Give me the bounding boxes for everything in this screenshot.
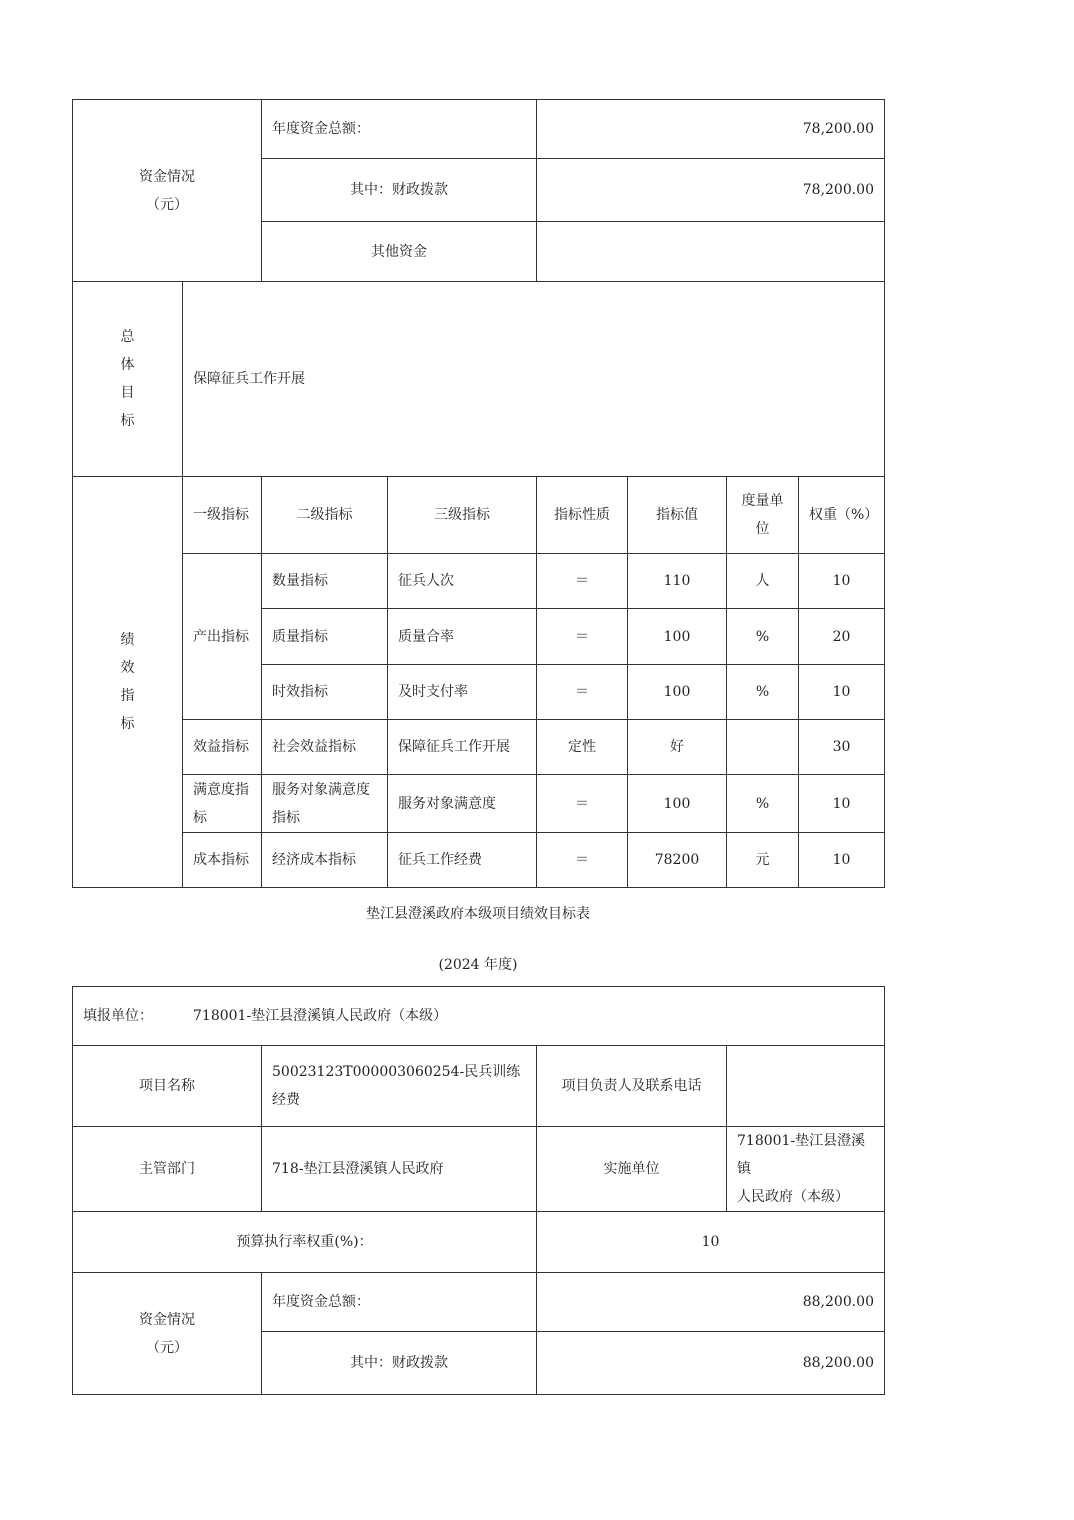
- header-level2: 二级指标: [262, 477, 388, 554]
- annual-total-value: 88,200.00: [537, 1273, 885, 1332]
- weight-cell: 30: [799, 720, 885, 775]
- nature-cell: ＝: [537, 775, 628, 833]
- overall-goal-text: 保障征兵工作开展: [183, 282, 885, 477]
- annual-total-label: 年度资金总额：: [262, 1273, 537, 1332]
- unit-cell: %: [727, 609, 799, 665]
- weight-cell: 10: [799, 775, 885, 833]
- unit-cell: %: [727, 665, 799, 720]
- filing-unit-value: 718001-垫江县澄溪镇人民政府（本级）: [193, 1008, 448, 1024]
- impl-unit-label: 实施单位: [537, 1127, 727, 1212]
- dept-label: 主管部门: [73, 1127, 262, 1212]
- nature-cell: 定性: [537, 720, 628, 775]
- level3-cell: 保障征兵工作开展: [388, 720, 537, 775]
- overall-goal-label: 总 体 目 标: [73, 282, 183, 477]
- funding-label: 资金情况 （元）: [73, 1273, 262, 1395]
- value-cell: 100: [628, 609, 727, 665]
- dept-value: 718-垫江县澄溪镇人民政府: [262, 1127, 537, 1212]
- level1-output: 产出指标: [183, 554, 262, 720]
- level3-cell: 征兵人次: [388, 554, 537, 609]
- header-level3: 三级指标: [388, 477, 537, 554]
- level1-benefit: 效益指标: [183, 720, 262, 775]
- level1-cost: 成本指标: [183, 833, 262, 888]
- level2-cell: 经济成本指标: [262, 833, 388, 888]
- filing-unit-label: 填报单位：: [83, 1008, 153, 1024]
- section-title: 垫江县澄溪政府本级项目绩效目标表: [366, 906, 590, 922]
- perf-indicators-label: 绩 效 指 标: [73, 477, 183, 888]
- value-cell: 78200: [628, 833, 727, 888]
- level2-cell: 质量指标: [262, 609, 388, 665]
- unit-cell: %: [727, 775, 799, 833]
- header-nature: 指标性质: [537, 477, 628, 554]
- impl-unit-value: 718001-垫江县澄溪镇 人民政府（本级）: [727, 1127, 885, 1212]
- value-cell: 110: [628, 554, 727, 609]
- unit-cell: 元: [727, 833, 799, 888]
- level1-satisfaction: 满意度指 标: [183, 775, 262, 833]
- fiscal-allocation-value: 88,200.00: [537, 1332, 885, 1395]
- nature-cell: ＝: [537, 554, 628, 609]
- funding-label: 资金情况 （元）: [73, 100, 262, 282]
- project-name-value: 50023123T000003060254-民兵训练经费: [262, 1046, 537, 1127]
- value-cell: 100: [628, 775, 727, 833]
- contact-label: 项目负责人及联系电话: [537, 1046, 727, 1127]
- header-value: 指标值: [628, 477, 727, 554]
- level2-cell: 数量指标: [262, 554, 388, 609]
- section-year: (2024 年度): [438, 957, 518, 973]
- contact-value: [727, 1046, 885, 1127]
- fiscal-allocation-label: 其中：财政拨款: [262, 159, 537, 222]
- nature-cell: ＝: [537, 609, 628, 665]
- weight-cell: 10: [799, 833, 885, 888]
- level3-cell: 服务对象满意度: [388, 775, 537, 833]
- budget-weight-label: 预算执行率权重(%)：: [73, 1212, 537, 1273]
- project-name-label: 项目名称: [73, 1046, 262, 1127]
- fiscal-allocation-label: 其中：财政拨款: [262, 1332, 537, 1395]
- unit-cell: 人: [727, 554, 799, 609]
- filing-unit: [73, 987, 885, 1046]
- performance-target-table-2: [72, 986, 885, 1395]
- budget-weight-value: 10: [537, 1212, 885, 1273]
- value-cell: 好: [628, 720, 727, 775]
- level3-cell: 及时支付率: [388, 665, 537, 720]
- weight-cell: 10: [799, 665, 885, 720]
- annual-total-value: 78,200.00: [537, 100, 885, 159]
- nature-cell: ＝: [537, 833, 628, 888]
- level2-cell: 服务对象满意度 指标: [262, 775, 388, 833]
- other-funds-label: 其他资金: [262, 222, 537, 282]
- header-level1: 一级指标: [183, 477, 262, 554]
- other-funds-value: [537, 222, 885, 282]
- fiscal-allocation-value: 78,200.00: [537, 159, 885, 222]
- level2-cell: 时效指标: [262, 665, 388, 720]
- value-cell: 100: [628, 665, 727, 720]
- level3-cell: 质量合率: [388, 609, 537, 665]
- level3-cell: 征兵工作经费: [388, 833, 537, 888]
- annual-total-label: 年度资金总额：: [262, 100, 537, 159]
- header-weight: 权重（%）: [799, 477, 885, 554]
- nature-cell: ＝: [537, 665, 628, 720]
- unit-cell: [727, 720, 799, 775]
- weight-cell: 10: [799, 554, 885, 609]
- weight-cell: 20: [799, 609, 885, 665]
- performance-target-table-1: [72, 99, 885, 888]
- header-unit: 度量单 位: [727, 477, 799, 554]
- level2-cell: 社会效益指标: [262, 720, 388, 775]
